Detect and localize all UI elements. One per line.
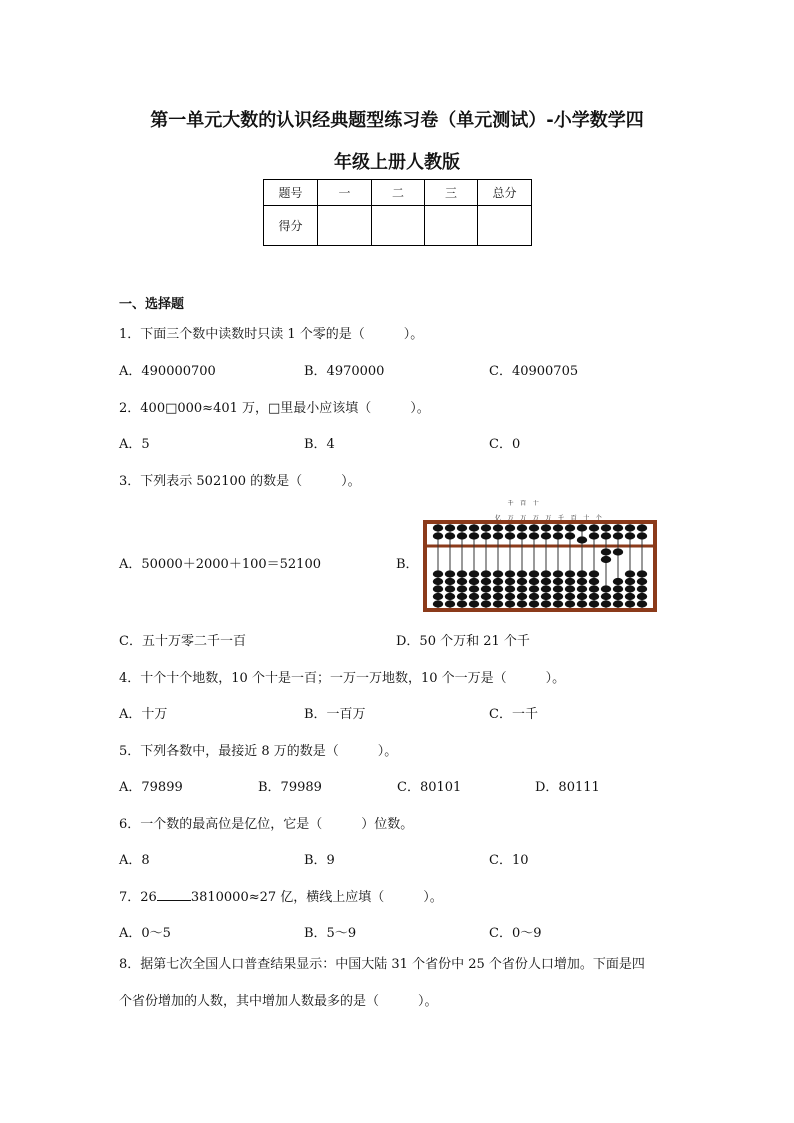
question-7-stem-end: 3810000≈27 亿，横线上应填（ ）。 xyxy=(190,890,443,905)
abacus-bead xyxy=(445,578,455,585)
abacus-bead xyxy=(481,600,491,607)
abacus-place-label: 百 xyxy=(570,515,577,522)
abacus-bead xyxy=(469,585,479,592)
question-1-option-c[interactable]: C．40900705 xyxy=(489,364,579,379)
abacus-bead xyxy=(565,524,575,531)
question-3-option-a[interactable]: A．50000＋2000＋100＝52100 xyxy=(119,557,321,572)
abacus-bead xyxy=(577,578,587,585)
abacus-bead xyxy=(565,570,575,577)
abacus-bead xyxy=(577,536,587,543)
question-2-stem: 2．400□000≈401 万，□里最小应该填（ ）。 xyxy=(119,401,430,416)
score-blank-cell[interactable] xyxy=(425,206,478,246)
abacus-bead xyxy=(565,600,575,607)
abacus-bead xyxy=(541,593,551,600)
abacus-bead xyxy=(481,532,491,539)
abacus-bead xyxy=(445,593,455,600)
abacus-bead xyxy=(613,548,623,555)
abacus-bead xyxy=(433,593,443,600)
abacus-bead xyxy=(601,532,611,539)
abacus-bead xyxy=(457,524,467,531)
abacus-bead xyxy=(493,570,503,577)
abacus-bead xyxy=(565,593,575,600)
abacus-bead xyxy=(589,524,599,531)
question-7-option-b[interactable]: B．5～9 xyxy=(304,926,357,941)
abacus-bead xyxy=(505,600,515,607)
abacus-bead xyxy=(589,585,599,592)
abacus-bead xyxy=(493,524,503,531)
question-5-option-c[interactable]: C．80101 xyxy=(397,780,462,795)
abacus-bead xyxy=(613,593,623,600)
abacus-bead xyxy=(433,600,443,607)
abacus-bead xyxy=(481,593,491,600)
question-4-option-a[interactable]: A．十万 xyxy=(119,707,168,722)
abacus-bead xyxy=(493,585,503,592)
abacus-bead xyxy=(493,593,503,600)
question-2-option-b[interactable]: B．4 xyxy=(304,437,335,452)
question-7-stem xyxy=(119,886,443,905)
question-6-option-b[interactable]: B．9 xyxy=(304,853,335,868)
abacus-bead xyxy=(529,593,539,600)
abacus-place-label: 万 xyxy=(532,515,539,522)
abacus-place-label: 万 xyxy=(520,515,527,522)
abacus-bead xyxy=(637,585,647,592)
question-5-option-b[interactable]: B．79989 xyxy=(258,780,322,795)
abacus-bead xyxy=(517,593,527,600)
abacus-bead xyxy=(469,600,479,607)
abacus-figure xyxy=(420,500,660,615)
abacus-bead xyxy=(613,600,623,607)
abacus-bead xyxy=(481,578,491,585)
abacus-place-label: 亿 xyxy=(494,515,502,522)
abacus-bead xyxy=(505,578,515,585)
abacus-bead xyxy=(493,600,503,607)
abacus-bead xyxy=(637,570,647,577)
question-4-option-c[interactable]: C．一千 xyxy=(489,707,538,722)
abacus-bead xyxy=(481,570,491,577)
abacus-bead xyxy=(445,585,455,592)
page-title-line1: 第一单元大数的认识经典题型练习卷（单元测试）-小学数学四 xyxy=(150,110,644,131)
abacus-bead xyxy=(505,593,515,600)
abacus-place-label: 万 xyxy=(545,515,552,522)
question-1-option-a[interactable]: A．490000700 xyxy=(119,364,216,379)
abacus-bead xyxy=(613,578,623,585)
question-3-option-d[interactable]: D．50 个万和 21 个千 xyxy=(396,634,530,649)
abacus-bead xyxy=(541,570,551,577)
abacus-bead xyxy=(541,532,551,539)
abacus-bead xyxy=(457,532,467,539)
abacus-bead xyxy=(493,578,503,585)
question-2-option-a[interactable]: A．5 xyxy=(119,437,150,452)
question-6-stem: 6．一个数的最高位是亿位，它是（ ）位数。 xyxy=(119,817,414,832)
question-1-stem: 1．下面三个数中读数时只读 1 个零的是（ ）。 xyxy=(119,327,424,342)
abacus-bead xyxy=(577,524,587,531)
abacus-place-label: 十 xyxy=(583,515,590,522)
abacus-bead xyxy=(457,585,467,592)
abacus-bead xyxy=(577,570,587,577)
abacus-bead xyxy=(445,532,455,539)
abacus-place-label: 千 xyxy=(557,515,565,522)
abacus-bead xyxy=(469,593,479,600)
abacus-bead xyxy=(433,532,443,539)
abacus-bead xyxy=(601,556,611,563)
abacus-bead xyxy=(517,570,527,577)
abacus-bead xyxy=(625,532,635,539)
question-3-option-b[interactable]: B． xyxy=(396,557,419,572)
abacus-bead xyxy=(529,600,539,607)
abacus-bead xyxy=(517,578,527,585)
abacus-bead xyxy=(625,578,635,585)
abacus-bead xyxy=(553,585,563,592)
abacus-bead xyxy=(481,524,491,531)
score-header-cell: 一 xyxy=(318,180,372,206)
score-table xyxy=(263,179,532,246)
abacus-bead xyxy=(637,593,647,600)
abacus-place-label: 千 xyxy=(507,500,514,507)
abacus-bead xyxy=(589,600,599,607)
question-7-stem-start: 7．26 xyxy=(119,890,157,905)
abacus-bead xyxy=(637,532,647,539)
score-header-cell: 题号 xyxy=(264,180,318,206)
question-8-stem-cont: 个省份增加的人数，其中增加人数最多的是（ ）。 xyxy=(119,994,438,1009)
abacus-bead xyxy=(433,570,443,577)
abacus-bead xyxy=(637,600,647,607)
abacus-bead xyxy=(445,570,455,577)
abacus-place-label: 万 xyxy=(507,515,514,522)
abacus-bead xyxy=(505,532,515,539)
question-7-option-a[interactable]: A．0～5 xyxy=(119,926,171,941)
score-blank-cell[interactable] xyxy=(318,206,372,246)
abacus-bead xyxy=(517,532,527,539)
question-3-stem: 3．下列表示 502100 的数是（ ）。 xyxy=(119,474,361,489)
abacus-place-label: 十 xyxy=(532,500,539,507)
abacus-bead xyxy=(565,532,575,539)
abacus-bead xyxy=(481,585,491,592)
abacus-bead xyxy=(541,600,551,607)
abacus-bead xyxy=(517,600,527,607)
abacus-bead xyxy=(601,585,611,592)
abacus-bead xyxy=(577,593,587,600)
abacus-bead xyxy=(541,578,551,585)
abacus-bead xyxy=(529,532,539,539)
abacus-bead xyxy=(457,570,467,577)
abacus-bead xyxy=(505,570,515,577)
abacus-bead xyxy=(529,578,539,585)
question-5-option-a[interactable]: A．79899 xyxy=(119,780,183,795)
question-6-option-a[interactable]: A．8 xyxy=(119,853,150,868)
abacus-bead xyxy=(613,524,623,531)
abacus-bead xyxy=(625,593,635,600)
question-7-option-c[interactable]: C．0～9 xyxy=(489,926,542,941)
abacus-bead xyxy=(565,585,575,592)
abacus-bead xyxy=(637,578,647,585)
abacus-bead xyxy=(541,585,551,592)
abacus-bead xyxy=(529,570,539,577)
question-3-option-c[interactable]: C．五十万零二千一百 xyxy=(119,634,246,649)
question-6-option-c[interactable]: C．10 xyxy=(489,853,529,868)
abacus-bead xyxy=(613,532,623,539)
abacus-bead xyxy=(541,524,551,531)
score-header-cell: 总分 xyxy=(478,180,532,206)
abacus-bead xyxy=(625,524,635,531)
abacus-bead xyxy=(445,524,455,531)
abacus-bead xyxy=(493,532,503,539)
abacus-place-label: 百 xyxy=(520,500,527,507)
question-4-option-b[interactable]: B．一百万 xyxy=(304,707,366,722)
abacus-bead xyxy=(565,578,575,585)
page-title-line2: 年级上册人教版 xyxy=(334,152,460,173)
abacus-bead xyxy=(457,593,467,600)
abacus-bead xyxy=(457,600,467,607)
abacus-bead xyxy=(517,524,527,531)
score-row-label: 得分 xyxy=(264,206,318,246)
abacus-bead xyxy=(637,524,647,531)
abacus-bead xyxy=(517,585,527,592)
question-2-option-c[interactable]: C．0 xyxy=(489,437,521,452)
abacus-bead xyxy=(625,570,635,577)
abacus-bead xyxy=(445,600,455,607)
abacus-bead xyxy=(433,524,443,531)
score-header-cell: 二 xyxy=(372,180,425,206)
abacus-bead xyxy=(553,570,563,577)
question-1-option-b[interactable]: B．4970000 xyxy=(304,364,385,379)
question-5-stem: 5．下列各数中，最接近 8 万的数是（ ）。 xyxy=(119,744,398,759)
abacus-bead xyxy=(601,548,611,555)
abacus-bead xyxy=(589,570,599,577)
abacus-bead xyxy=(433,578,443,585)
score-blank-cell[interactable] xyxy=(478,206,532,246)
abacus-bead xyxy=(469,578,479,585)
score-blank-cell[interactable] xyxy=(372,206,425,246)
abacus-bead xyxy=(577,600,587,607)
abacus-bead xyxy=(613,585,623,592)
score-header-cell: 三 xyxy=(425,180,478,206)
abacus-icon xyxy=(420,500,660,615)
question-4-stem: 4．十个十个地数，10 个十是一百；一万一万地数，10 个一万是（ ）。 xyxy=(119,671,566,686)
abacus-bead xyxy=(529,524,539,531)
abacus-bead xyxy=(505,524,515,531)
question-5-option-d[interactable]: D．80111 xyxy=(535,780,600,795)
abacus-bead xyxy=(601,593,611,600)
section-heading: 一、选择题 xyxy=(119,297,185,312)
abacus-bead xyxy=(589,578,599,585)
abacus-bead xyxy=(553,593,563,600)
abacus-bead xyxy=(553,578,563,585)
abacus-bead xyxy=(469,532,479,539)
abacus-bead xyxy=(469,524,479,531)
abacus-bead xyxy=(577,585,587,592)
abacus-bead xyxy=(589,593,599,600)
abacus-bead xyxy=(625,585,635,592)
abacus-bead xyxy=(457,578,467,585)
abacus-bead xyxy=(601,600,611,607)
question-7-blank[interactable] xyxy=(157,888,191,901)
abacus-bead xyxy=(433,585,443,592)
question-8-stem: 8．据第七次全国人口普查结果显示：中国大陆 31 个省份中 25 个省份人口增加。下面是四 xyxy=(119,957,645,972)
abacus-bead xyxy=(469,570,479,577)
abacus-bead xyxy=(601,524,611,531)
abacus-bead xyxy=(625,600,635,607)
abacus-bead xyxy=(589,532,599,539)
abacus-bead xyxy=(505,585,515,592)
abacus-place-label: 个 xyxy=(595,515,602,522)
abacus-bead xyxy=(529,585,539,592)
abacus-bead xyxy=(553,532,563,539)
abacus-bead xyxy=(553,524,563,531)
abacus-bead xyxy=(553,600,563,607)
